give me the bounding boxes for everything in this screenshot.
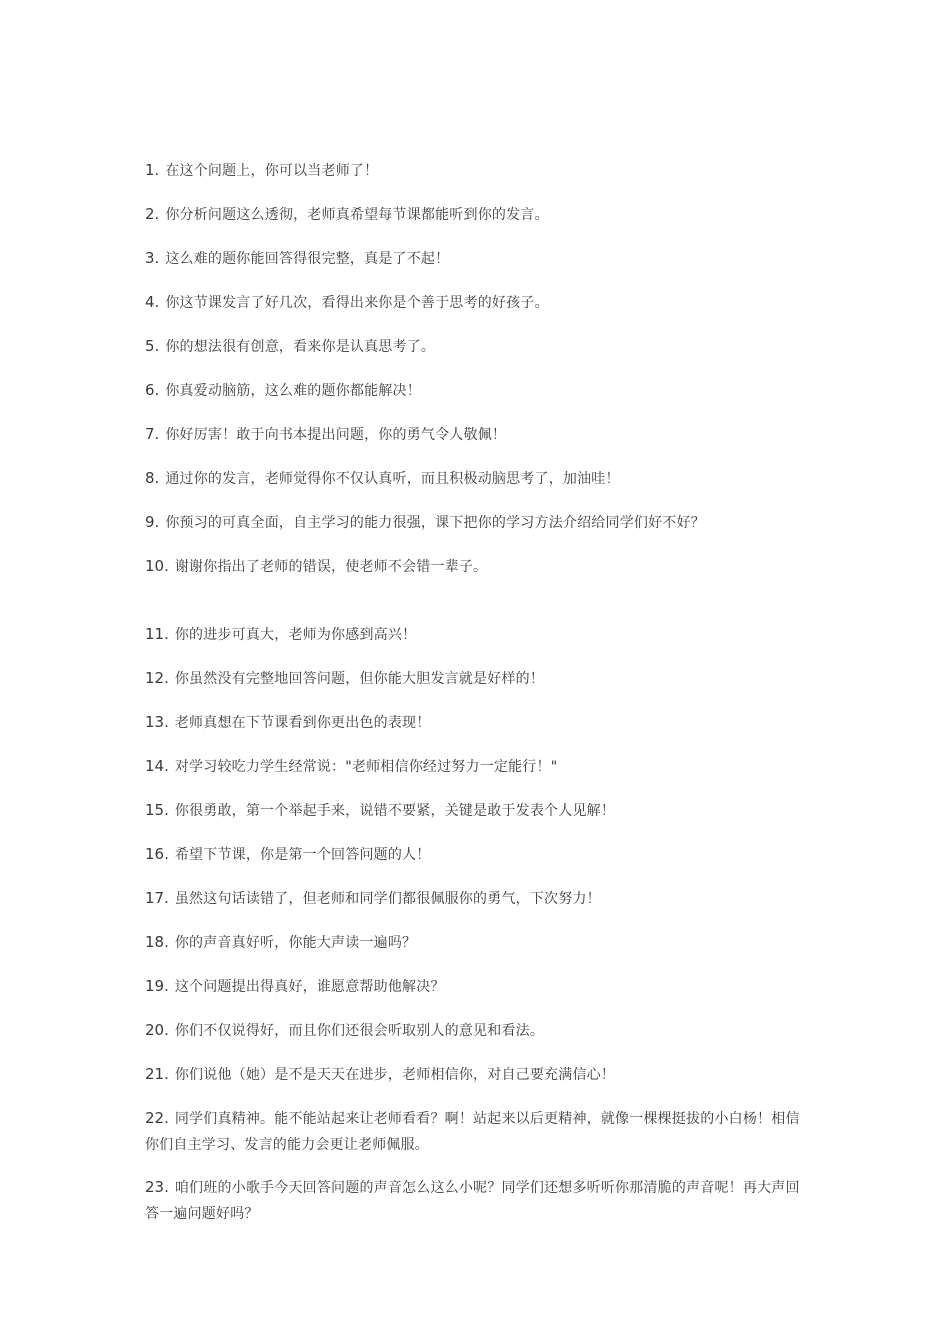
item-number: 17. [145,889,169,907]
item-number: 18. [145,933,169,951]
item-text: 你真爱动脑筋，这么难的题你都能解决！ [165,383,421,399]
item-text: 在这个问题上，你可以当老师了！ [165,163,379,179]
list-item [145,621,810,648]
list-item [145,1017,810,1044]
list-item [145,157,810,184]
item-number: 10. [145,557,169,575]
list-item [145,1061,810,1088]
list-item [145,1105,810,1158]
list-item [145,797,810,824]
item-number: 22. [145,1109,169,1127]
item-text: 你好厉害！敢于向书本提出问题，你的勇气令人敬佩！ [165,427,507,443]
list-item [145,465,810,492]
item-number: 7. [145,425,160,443]
item-text: 虽然这句话读错了，但老师和同学们都很佩服你的勇气，下次努力！ [174,891,601,907]
list-item [145,665,810,692]
item-text: 对学习较吃力学生经常说："老师相信你经过努力一定能行！" [174,759,558,775]
list-item [145,709,810,736]
item-number: 4. [145,293,160,311]
item-text: 你的进步可真大，老师为你感到高兴！ [174,627,417,643]
list-item [145,289,810,316]
item-text: 你分析问题这么透彻，老师真希望每节课都能听到你的发言。 [165,207,549,223]
item-text: 咱们班的小歌手今天回答问题的声音怎么这么小呢？同学们还想多听听你那清脆的声音呢！再大声回答一遍问题好吗？ [145,1180,800,1222]
item-number: 23. [145,1178,169,1196]
item-number: 20. [145,1021,169,1039]
list-item [145,841,810,868]
item-text: 你们说他（她）是不是天天在进步，老师相信你，对自己要充满信心！ [174,1067,616,1083]
item-text: 你们不仅说得好，而且你们还很会听取别人的意见和看法。 [174,1023,545,1039]
item-text: 谢谢你指出了老师的错误，使老师不会错一辈子。 [174,559,488,575]
item-number: 6. [145,381,160,399]
list-item [145,1174,810,1227]
item-text: 这个问题提出得真好，谁愿意帮助他解决？ [174,979,445,995]
item-number: 3. [145,249,160,267]
list-item [145,509,810,536]
list-item [145,553,810,580]
list-item [145,201,810,228]
list-item [145,333,810,360]
list-item [145,753,810,780]
item-text: 你的声音真好听，你能大声读一遍吗？ [174,935,417,951]
item-number: 2. [145,205,160,223]
item-number: 14. [145,757,169,775]
item-text: 你这节课发言了好几次，看得出来你是个善于思考的好孩子。 [165,295,549,311]
item-text: 老师真想在下节课看到你更出色的表现！ [174,715,431,731]
list-item [145,245,810,272]
item-number: 19. [145,977,169,995]
item-number: 8. [145,469,160,487]
item-text: 同学们真精神。能不能站起来让老师看看？啊！站起来以后更精神，就像一棵棵挺拔的小白杨！相信你们自主学习、发言的能力会更让老师佩服。 [145,1111,800,1153]
item-text: 希望下节课，你是第一个回答问题的人！ [174,847,431,863]
item-number: 1. [145,161,160,179]
list-item [145,929,810,956]
item-number: 16. [145,845,169,863]
item-text: 你很勇敢，第一个举起手来，说错不要紧，关键是敢于发表个人见解！ [174,803,616,819]
item-text: 你的想法很有创意，看来你是认真思考了。 [165,339,436,355]
list-item [145,421,810,448]
item-number: 12. [145,669,169,687]
item-number: 9. [145,513,160,531]
list-item [145,377,810,404]
item-text: 这么难的题你能回答得很完整，真是了不起！ [165,251,450,267]
item-text: 通过你的发言，老师觉得你不仅认真听，而且积极动脑思考了，加油哇！ [165,471,620,487]
item-number: 13. [145,713,169,731]
item-text: 你虽然没有完整地回答问题，但你能大胆发言就是好样的！ [174,671,545,687]
item-text: 你预习的可真全面，自主学习的能力很强，课下把你的学习方法介绍给同学们好不好？ [165,515,705,531]
item-number: 5. [145,337,160,355]
list-item [145,973,810,1000]
item-number: 15. [145,801,169,819]
item-number: 11. [145,625,169,643]
list-item [145,885,810,912]
item-number: 21. [145,1065,169,1083]
